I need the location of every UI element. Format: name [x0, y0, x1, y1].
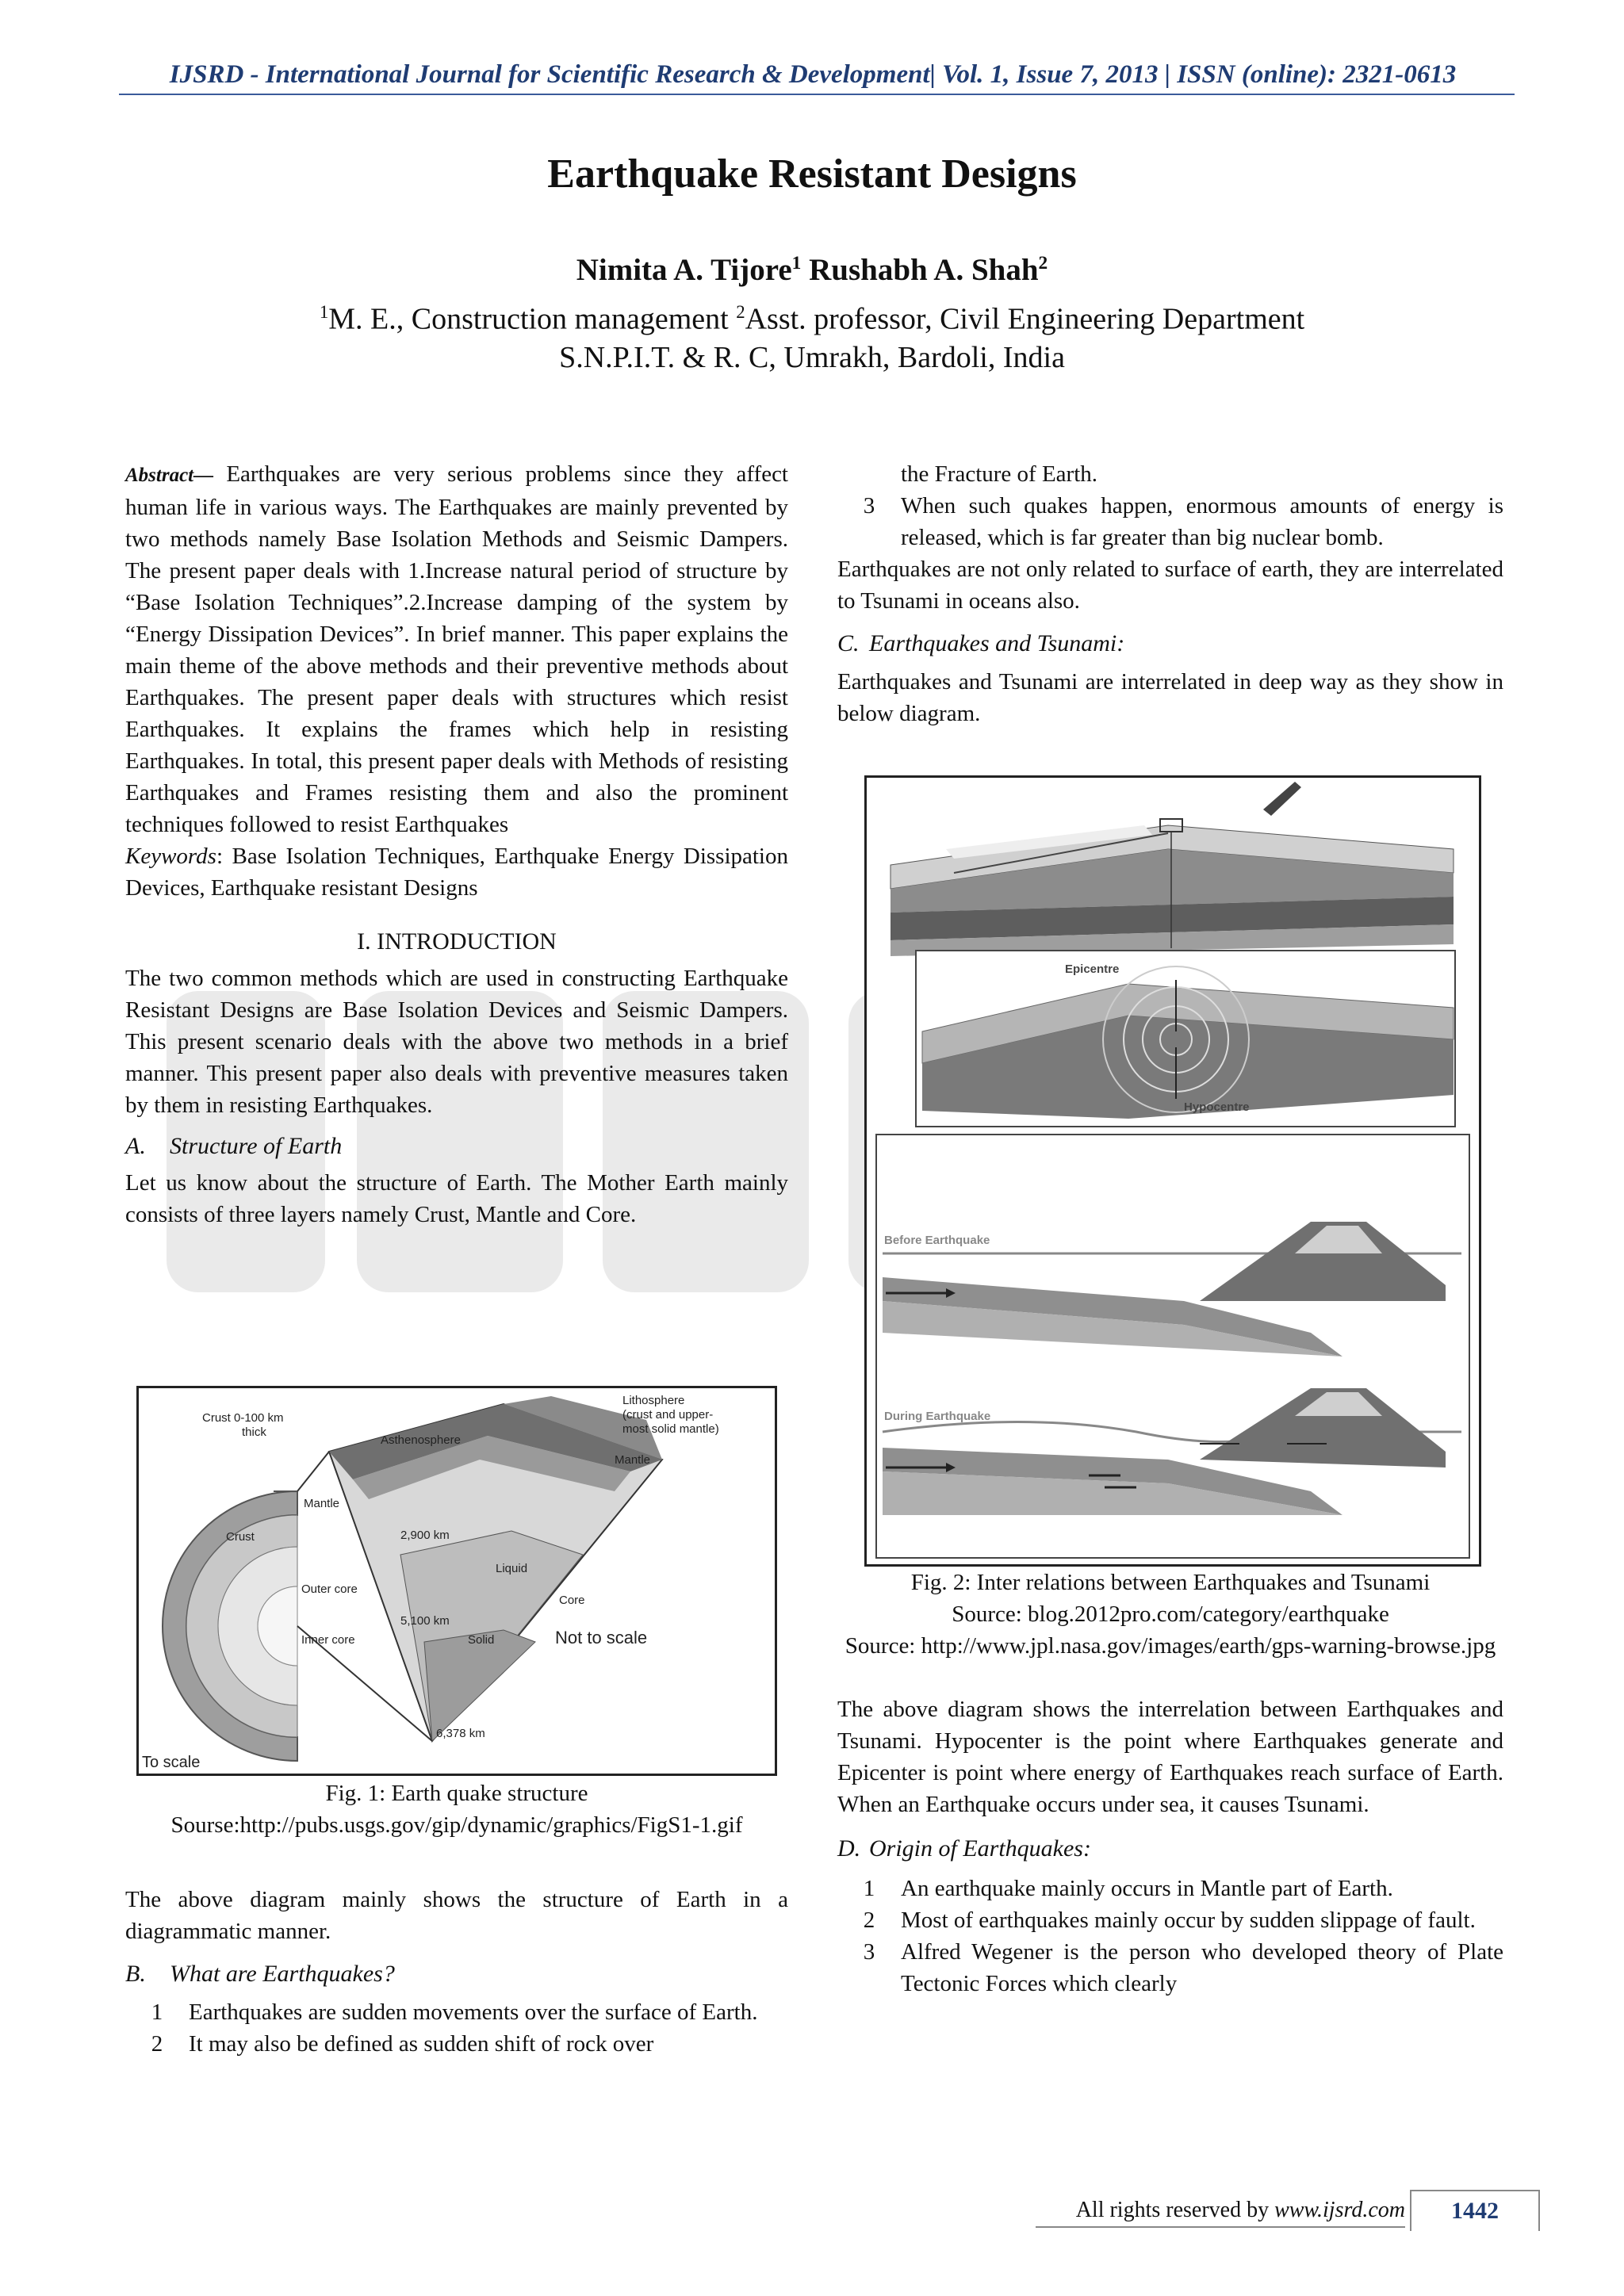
- header-rule: [119, 94, 1515, 95]
- item-number: 1: [863, 1876, 875, 1901]
- left-column-lower: [125, 1884, 788, 2060]
- section-b-item-3: [837, 490, 1503, 553]
- section-d-item-2: [837, 1904, 1503, 1936]
- affil-part-1: M. E., Construction management: [328, 302, 737, 336]
- section-c-heading: [837, 628, 1503, 660]
- right-column: [837, 458, 1503, 729]
- figure-1-caption: [125, 1777, 788, 1841]
- section-a-text: Let us know about the structure of Earth. The Mother Earth mainly consists of three layers namely Crust, Mantle and Core.: [125, 1170, 788, 1227]
- figure-2-caption-title: Fig. 2: Inter relations between Earthquakes and Tsunami: [910, 1570, 1431, 1595]
- label-asthenosphere: Asthenosphere: [381, 1433, 461, 1447]
- figure-1: [136, 1386, 777, 1776]
- label-before-earthquake: Before Earthquake: [884, 1234, 990, 1247]
- label-lithosphere-3: most solid mantle): [622, 1422, 719, 1436]
- label-crust: Crust: [226, 1530, 255, 1544]
- section-d-heading: [837, 1833, 1503, 1865]
- label-to-scale: To scale: [142, 1754, 201, 1771]
- page-number: 1442: [1410, 2190, 1540, 2231]
- intro-text: The two common methods which are used in constructing Earthquake Resistant Designs are Base Isolation Devices and Seismic Dampers. This present scenario deals with the above two methods in a brief manner. This present paper also deals with preventive measures taken by them in resisting Earthquakes.: [125, 966, 788, 1118]
- section-b-heading: [125, 1958, 788, 1990]
- fault-block-top: [891, 782, 1454, 956]
- section-a-heading: [125, 1131, 788, 1162]
- section-d-item-3: [837, 1936, 1503, 1999]
- section-b-title: What are Earthquakes?: [170, 1961, 395, 1987]
- section-c-letter: C.: [837, 630, 860, 656]
- figure-2-caption: [837, 1567, 1503, 1662]
- label-lithosphere-1: Lithosphere: [622, 1394, 685, 1407]
- item-text: Most of earthquakes mainly occur by sudden slippage of fault.: [901, 1908, 1476, 1933]
- section-b-item-1: [125, 1996, 788, 2028]
- label-mantle-left: Mantle: [304, 1497, 340, 1510]
- item-number: 3: [863, 493, 875, 519]
- author-2-sup: 2: [1038, 253, 1048, 274]
- label-mantle-right: Mantle: [615, 1453, 651, 1467]
- item-number: 3: [863, 1939, 875, 1965]
- label-5100km: 5,100 km: [400, 1614, 450, 1628]
- label-core: Core: [559, 1594, 585, 1607]
- label-thick: thick: [242, 1425, 266, 1439]
- keywords-text: : Base Isolation Techniques, Earthquake Energy Dissipation Devices, Earthquake resistant Designs: [125, 844, 788, 901]
- affiliation: [0, 293, 1624, 377]
- earthquake-tsunami-diagram: [867, 778, 1479, 1564]
- item-number: 1: [151, 1999, 163, 2025]
- right-column-lower: [837, 1693, 1503, 1999]
- label-solid: Solid: [468, 1633, 495, 1647]
- footer-site-link[interactable]: www.ijsrd.com: [1274, 2198, 1405, 2222]
- paper-authors: [0, 252, 1624, 288]
- item-text: Alfred Wegener is the person who developed theory of Plate Tectonic Forces which clearly: [901, 1939, 1503, 1996]
- footer-rights-text: All rights reserved by: [1075, 2198, 1275, 2222]
- item-text: the Fracture of Earth.: [901, 461, 1098, 487]
- abstract-label: Abstract—: [125, 465, 214, 486]
- journal-header: IJSRD - International Journal for Scientific Research & Development| Vol. 1, Issue 7, 2013 | ISSN (online): 2321-0613: [169, 60, 1457, 89]
- item-text: When such quakes happen, enormous amounts of energy is released, which is far greater than big nuclear bomb.: [901, 493, 1503, 550]
- affil-sup-1: 1: [319, 302, 329, 322]
- section-c-title: Earthquakes and Tsunami:: [869, 630, 1125, 656]
- tsunami-link-text: Earthquakes are not only related to surface of earth, they are interrelated to Tsunami in oceans also.: [837, 557, 1503, 614]
- abstract-paragraph: [125, 458, 788, 840]
- item-number: 2: [151, 2031, 163, 2057]
- label-hypocentre: Hypocentre: [1184, 1100, 1250, 1114]
- item-text: Earthquakes are sudden movements over the surface of Earth.: [189, 1999, 758, 2025]
- label-outer-core: Outer core: [301, 1582, 358, 1596]
- figure-2-source-2: Source: http://www.jpl.nasa.gov/images/earth/gps-warning-browse.jpg: [845, 1633, 1496, 1659]
- label-inner-core: Inner core: [301, 1633, 355, 1647]
- author-1: Nimita A. Tijore: [576, 253, 792, 287]
- section-d-item-1: [837, 1873, 1503, 1904]
- footer-rights: [1036, 2198, 1405, 2223]
- after-figure-2-text: The above diagram shows the interrelation between Earthquakes and Tsunami. Hypocenter is the point where Earthquakes generate and Epicenter is point where energy of Earthquakes reach surface of Earth. When an Earthquake occurs under sea, it causes Tsunami.: [837, 1697, 1503, 1817]
- earth-structure-diagram: [139, 1388, 775, 1774]
- item-number: 2: [863, 1908, 875, 1933]
- label-6378km: 6,378 km: [436, 1727, 485, 1740]
- section-b-item-2: [125, 2028, 788, 2060]
- section-d-title: Origin of Earthquakes:: [869, 1835, 1091, 1862]
- figure-1-source: Sourse:http://pubs.usgs.gov/gip/dynamic/graphics/FigS1-1.gif: [170, 1812, 743, 1838]
- section-c-text: Earthquakes and Tsunami are interrelated in deep way as they show in below diagram.: [837, 669, 1503, 726]
- keywords-label: Keywords: [125, 844, 216, 869]
- label-not-to-scale: Not to scale: [555, 1628, 648, 1647]
- figure-2-source-1: Source: blog.2012pro.com/category/earthquake: [952, 1601, 1389, 1627]
- abstract-text: Earthquakes are very serious problems since they affect human life in various ways. The Earthquakes are mainly prevented by two methods namely Base Isolation Methods and Seismic Dampers. The present paper deals with 1.Increase natural period of structure by “Base Isolation Techniques”.2.Increase damping of the system by “Energy Dissipation Devices”. In brief manner. This paper explains the main theme of the above methods and their preventive methods about Earthquakes. The present paper deals with structures which resist Earthquakes. It explains the frames which help in resisting Earthquakes. In total, this present paper deals with Methods of resisting Earthquakes and Frames resisting them and also the prominent techniques followed to resist Earthquakes: [125, 461, 788, 837]
- item-number-blank: [837, 458, 901, 490]
- section-b-letter: B.: [125, 1961, 146, 1987]
- affiliation-line-2: S.N.P.I.T. & R. C, Umrakh, Bardoli, India: [559, 340, 1065, 374]
- label-epicentre: Epicentre: [1065, 962, 1120, 976]
- section-a-letter: A.: [125, 1133, 146, 1159]
- footer-rule: [1036, 2226, 1405, 2228]
- label-crust-thick: Crust 0-100 km: [202, 1411, 284, 1425]
- keywords-paragraph: [125, 840, 788, 904]
- affil-sup-2: 2: [736, 302, 745, 322]
- after-figure-1-text: The above diagram mainly shows the structure of Earth in a diagrammatic manner.: [125, 1887, 788, 1944]
- earth-wedge: [297, 1396, 662, 1741]
- item-text: It may also be defined as sudden shift of rock over: [189, 2031, 654, 2057]
- author-2: Rushabh A. Shah: [809, 253, 1039, 287]
- affiliation-line-1: [0, 293, 1624, 339]
- paper-title: Earthquake Resistant Designs: [547, 151, 1077, 197]
- left-column: [125, 458, 788, 1230]
- item-text: An earthquake mainly occurs in Mantle part of Earth.: [901, 1876, 1393, 1901]
- section-a-title: Structure of Earth: [170, 1133, 343, 1159]
- label-liquid: Liquid: [496, 1562, 528, 1575]
- intro-heading: I. INTRODUCTION: [357, 928, 557, 955]
- affil-part-2: Asst. professor, Civil Engineering Department: [745, 302, 1305, 336]
- figure-1-caption-title: Fig. 1: Earth quake structure: [325, 1781, 588, 1806]
- section-d-letter: D.: [837, 1835, 861, 1862]
- section-b-item-2-continued: [837, 458, 1503, 490]
- label-lithosphere-2: (crust and upper-: [622, 1408, 714, 1422]
- label-2900km: 2,900 km: [400, 1529, 450, 1542]
- figure-2: [864, 775, 1481, 1567]
- author-1-sup: 1: [791, 253, 802, 274]
- label-during-earthquake: During Earthquake: [884, 1410, 991, 1423]
